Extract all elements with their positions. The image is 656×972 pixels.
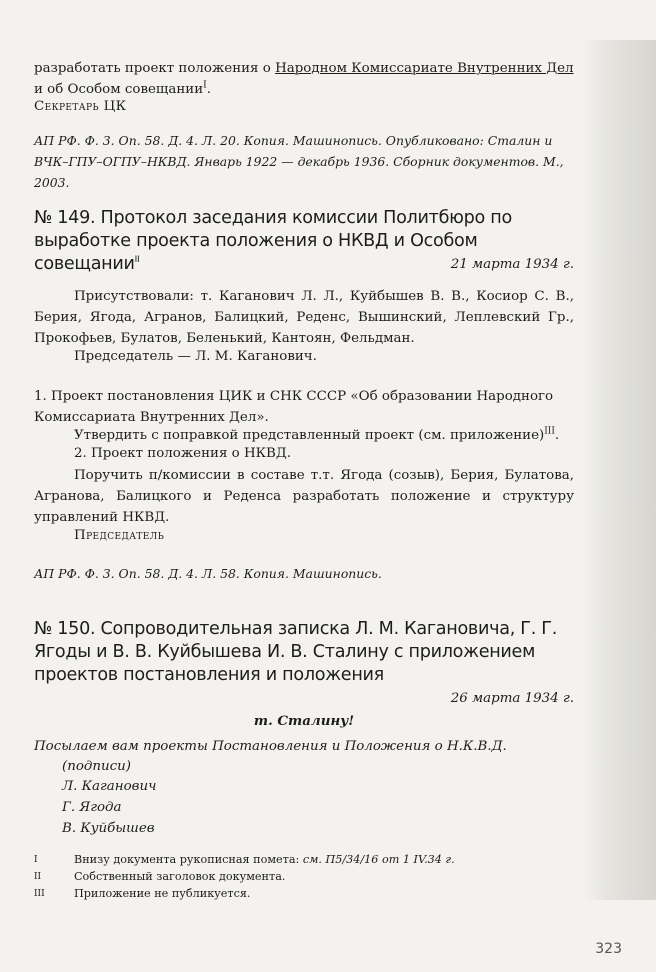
doc150-addressee: т. Сталину! <box>253 713 355 729</box>
doc149-item1: 1. Проект постановления ЦИК и СНК СССР «Об образовании Народного Комиссариата Внутренних Дел». <box>34 389 554 425</box>
doc149-present: Присутствовали: т. Каганович Л. Л., Куйбышев В. В., Косиор С. В., Берия, Ягода, Агранов, Балицкий, Реденс, Вышинский, Леплевский Гр., Прокофьев, Булатов, Беленький, Кантоян, Фельдман. <box>34 289 574 346</box>
continuation-text: разработать проект положения о Народном Комиссариате Внутренних Дел и об Особом совещании$^I$. <box>34 61 574 97</box>
footnote-1: I Внизу документа рукописная помета: см. П5/34/16 от 1 IV.34 г. <box>34 853 455 866</box>
source-note-1: АП РФ. Ф. 3. Оп. 58. Д. 4. Л. 20. Копия. Машинопись. Опубликовано: Сталин и ВЧК–ГПУ–ОГПУ–НКВД. Январь 1922 — декабрь 1936. Сборник документов. М., 2003. <box>34 133 564 190</box>
doc150-heading: № 150. Сопроводительная записка Л. М. Кагановича, Г. Г. Ягоды и В. В. Куйбышева И. В. Сталину с приложением проектов постановления и положения <box>34 619 558 685</box>
signature-secretary: Секретарь ЦК <box>34 99 127 114</box>
signer-kaganovich: Л. Каганович <box>62 779 157 794</box>
signer-yagoda: Г. Ягода <box>62 800 122 815</box>
doc149-item2: 2. Проект положения о НКВД. <box>74 446 291 461</box>
doc149-chairman: Председатель — Л. М. Каганович. <box>74 349 317 364</box>
facing-page-bleed <box>584 40 656 900</box>
doc149-date: 21 марта 1934 г. <box>450 257 574 272</box>
source-note-2: АП РФ. Ф. 3. Оп. 58. Д. 4. Л. 58. Копия. Машинопись. <box>34 566 382 581</box>
doc149-instruct: Поручить п/комиссии в составе т.т. Ягода (созыв), Берия, Булатова, Агранова, Балицкого и Реденса разработать положение и структуру управлений НКВД. <box>34 468 574 525</box>
footnote-3: III Приложение не публикуется. <box>34 887 251 900</box>
doc149-approve: Утвердить с поправкой представленный проект (см. приложение)$^{III}$. <box>74 426 560 443</box>
footnote-2: II Собственный заголовок документа. <box>34 870 286 883</box>
footnote-ref-1: I <box>203 80 207 91</box>
signer-kuibyshev: В. Куйбышев <box>62 821 155 836</box>
doc149-heading: № 149. Протокол заседания комиссии Политбюро по выработке проекта положения о НКВД и Особом совещании$^{II}$ <box>34 208 512 274</box>
doc149-signature: Председатель <box>74 528 165 543</box>
doc150-date: 26 марта 1934 г. <box>450 691 574 706</box>
doc150-signed: (подписи) <box>62 759 131 774</box>
underlined-phrase: Народном Комиссариате Внутренних Дел <box>275 61 574 76</box>
doc150-body: Посылаем вам проекты Постановления и Положения о Н.К.В.Д. <box>34 739 507 754</box>
page-number: 323 <box>595 941 622 957</box>
